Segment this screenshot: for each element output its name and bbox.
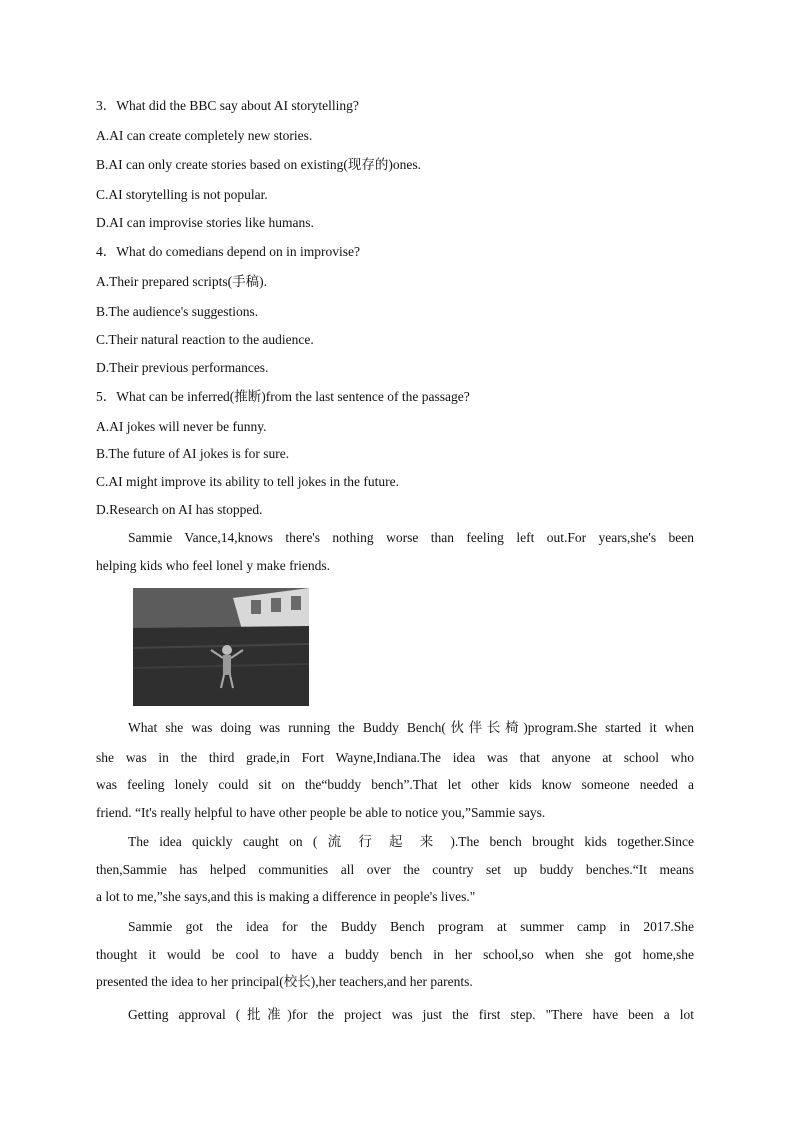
question-4-option-a: A.Their prepared scripts(手稿). [96, 274, 267, 289]
passage-intro [96, 524, 694, 579]
question-3-option-d: D.AI can improvise stories like humans. [96, 215, 314, 230]
question-5-option-a: A.AI jokes will never be funny. [96, 419, 267, 434]
passage-line: she was in the third grade,in Fort Wayne,Indiana.The idea was that anyone at school who [96, 749, 694, 765]
question-3-stem: 3．What did the BBC say about AI storytelling? [96, 98, 359, 113]
passage-line: helping kids who feel lonel y make friends. [96, 557, 330, 573]
passage-line: Sammie Vance,14,knows there's nothing worse than feeling left out.For years,she's been [128, 530, 694, 545]
photo-girl-on-field [133, 588, 309, 706]
passage-paragraph-2 [96, 828, 694, 911]
passage-paragraph-3 [96, 913, 694, 996]
passage-line: friend. “It's really helpful to have other people be able to notice you,”Sammie says. [96, 804, 546, 820]
question-3-option-a: A.AI can create completely new stories. [96, 128, 313, 143]
passage-line: a lot to me,”she says,and this is making a difference in people's lives." [96, 889, 476, 904]
question-4-option-d: D.Their previous performances. [96, 360, 269, 375]
passage-line: The idea quickly caught on ( 流 行 起 来 ).The bench brought kids together.Since [128, 834, 694, 849]
photo-girl-on-field-icon [133, 588, 309, 706]
passage-line: Sammie got the idea for the Buddy Bench program at summer camp in 2017.She [128, 919, 694, 934]
question-5-option-b: B.The future of AI jokes is for sure. [96, 446, 290, 461]
question-4-stem: 4．What do comedians depend on in improvise? [96, 244, 360, 259]
passage-line: thought it would be cool to have a buddy bench in her school,so when she got home,she [96, 946, 694, 962]
question-4-option-b: B.The audience's suggestions. [96, 304, 259, 319]
passage-paragraph-4 [96, 1001, 694, 1029]
passage-line: then,Sammie has helped communities all over the country set up buddy benches.“It means [96, 861, 694, 877]
passage-paragraph-1 [96, 714, 694, 826]
question-3-option-c: C.AI storytelling is not popular. [96, 187, 268, 202]
question-5-option-d: D.Research on AI has stopped. [96, 502, 263, 517]
question-5-option-c: C.AI might improve its ability to tell jokes in the future. [96, 474, 399, 489]
passage-line: What she was doing was running the Buddy Bench(伙伴长椅)program.She started it when [128, 720, 694, 735]
question-4-option-c: C.Their natural reaction to the audience. [96, 332, 314, 347]
question-5-stem: 5．What can be inferred(推断)from the last sentence of the passage? [96, 389, 470, 404]
passage-line: Getting approval (批准)for the project was just the first step. "There have been a lot [128, 1007, 694, 1022]
question-3-option-b: B.AI can only create stories based on existing(现存的)ones. [96, 157, 422, 172]
passage-line: was feeling lonely could sit on the“buddy bench”.That let other kids know someone needed a [96, 777, 694, 792]
passage-line: presented the idea to her principal(校长),her teachers,and her parents. [96, 974, 473, 989]
